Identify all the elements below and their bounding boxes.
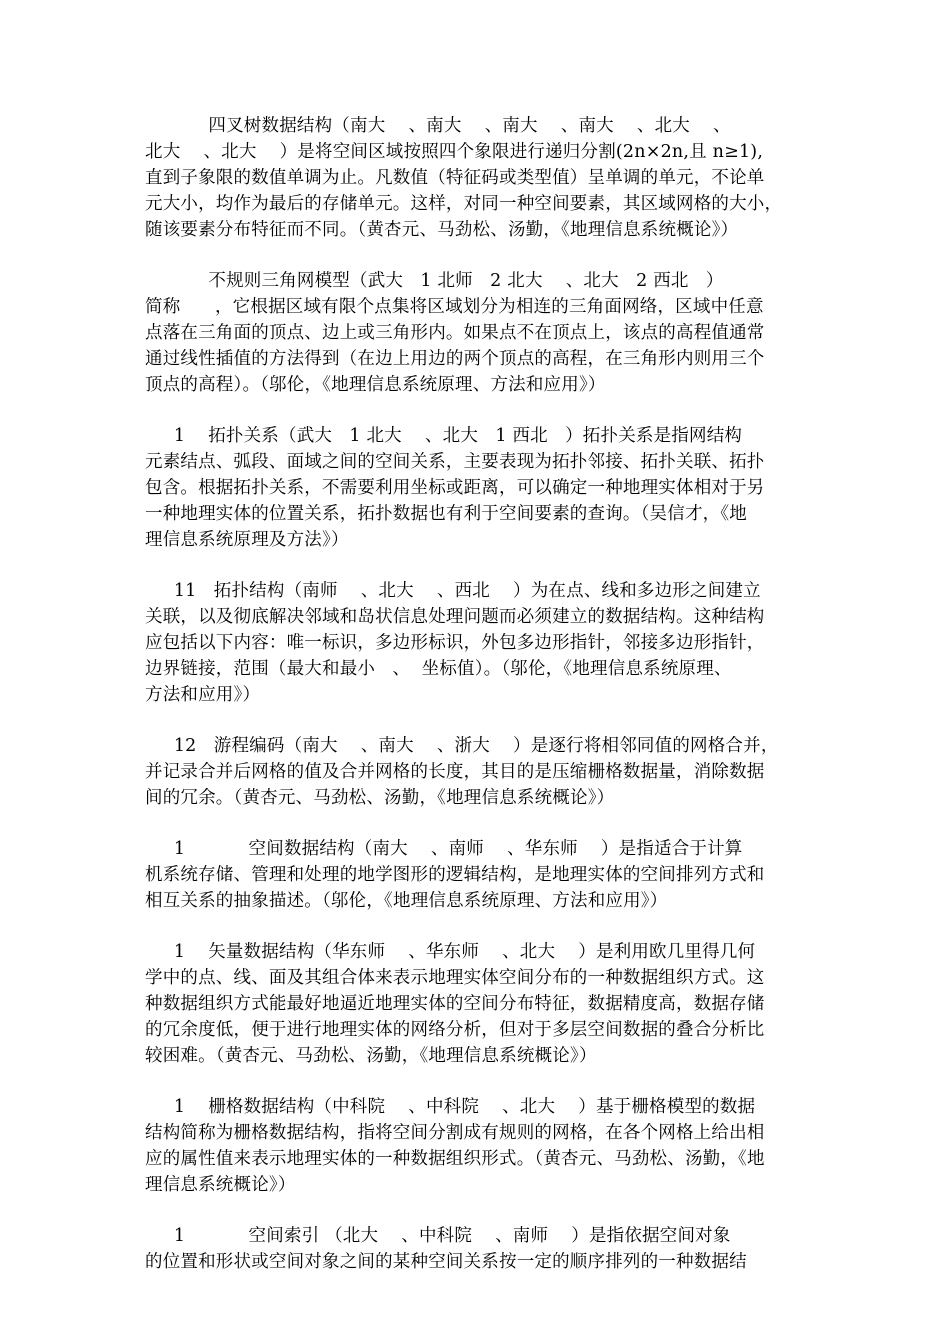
paragraph-topo-structure bbox=[145, 578, 817, 708]
text-line: 方法和应用》） bbox=[145, 685, 261, 705]
text-line: 并记录合并后网格的值及合并网格的长度，其目的是压缩栅格数据量，消除数据 bbox=[145, 762, 765, 782]
text-line: 不规则三角网模型（武大 1 北师 2 北大 、北大 2 西北 ） bbox=[145, 271, 724, 291]
text-line: 1 栅格数据结构（中科院 、中科院 、北大 ）基于栅格模型的数据 bbox=[145, 1097, 756, 1117]
paragraph-quadtree bbox=[145, 113, 817, 243]
text-line: 1 空间索引 （北大 、中科院 、南师 ）是指依据空间对象 bbox=[145, 1226, 731, 1246]
text-line: 1 矢量数据结构（华东师 、华东师 、北大 ）是利用欧几里得几何 bbox=[145, 942, 756, 962]
text-line: 相互关系的抽象描述。（邬伦，《地理信息系统原理、方法和应用》） bbox=[145, 891, 668, 911]
text-line: 北大 、北大 ）是将空间区域按照四个象限进行递归分割(2n×2n,且 n≥1), bbox=[145, 142, 764, 162]
text-line: 简称 ，它根据区域有限个点集将区域划分为相连的三角面网络，区域中任意 bbox=[145, 297, 764, 317]
paragraph-rle bbox=[145, 733, 817, 811]
text-line: 的冗余度低，便于进行地理实体的网络分析，但对于多层空间数据的叠合分析比 bbox=[145, 1020, 765, 1040]
paragraph-tin bbox=[145, 268, 817, 398]
text-line: 结构简称为栅格数据结构，指将空间分割成有规则的网格，在各个网格上给出相 bbox=[145, 1123, 765, 1143]
text-line: 边界链接，范围（最大和最小 、 坐标值）。（邬伦，《地理信息系统原理、 bbox=[145, 659, 732, 679]
text-line: 1 空间数据结构（南大 、南师 、华东师 ）是指适合于计算 bbox=[145, 839, 743, 859]
document-body bbox=[145, 113, 817, 1300]
paragraph-raster bbox=[145, 1094, 817, 1198]
text-line: 关联，以及彻底解决邻域和岛状信息处理问题而必须建立的数据结构。这种结构 bbox=[145, 607, 765, 627]
text-line: 顶点的高程）。（邬伦，《地理信息系统原理、方法和应用》） bbox=[145, 375, 606, 395]
text-line: 较困难。（黄杏元、马劲松、汤勤，《地理信息系统概论》） bbox=[145, 1046, 597, 1066]
text-line: 12 游程编码（南大 、南大 、浙大 ）是逐行将相邻同值的网格合并， bbox=[145, 736, 779, 756]
paragraph-spatial-index bbox=[145, 1223, 817, 1275]
text-line: 直到子象限的数值单调为止。凡数值（特征码或类型值）呈单调的单元，不论单 bbox=[145, 168, 765, 188]
text-line: 机系统存储、管理和处理的地学图形的逻辑结构，是地理实体的空间排列方式和 bbox=[145, 865, 765, 885]
text-line: 包含。根据拓扑关系，不需要利用坐标或距离，可以确定一种地理实体相对于另 bbox=[145, 478, 765, 498]
text-line: 四叉树数据结构（南大 、南大 、南大 、南大 、北大 、 bbox=[145, 116, 731, 136]
text-line: 理信息系统概论》） bbox=[145, 1175, 296, 1195]
paragraph-spatial-data-structure bbox=[145, 836, 817, 914]
text-line: 学中的点、线、面及其组合体来表示地理实体空间分布的一种数据组织方式。这 bbox=[145, 968, 765, 988]
text-line: 点落在三角面的顶点、边上或三角形内。如果点不在顶点上，该点的高程值通常 bbox=[145, 323, 765, 343]
text-line: 元素结点、弧段、面域之间的空间关系，主要表现为拓扑邻接、拓扑关联、拓扑 bbox=[145, 452, 765, 472]
text-line: 随该要素分布特征而不同。（黄杏元、马劲松、汤勤，《地理信息系统概论》） bbox=[145, 220, 739, 240]
text-line: 通过线性插值的方法得到（在边上用边的两个顶点的高程，在三角形内则用三个 bbox=[145, 349, 765, 369]
text-line: 一种地理实体的位置关系，拓扑数据也有利于空间要素的查询。（吴信才，《地 bbox=[145, 504, 747, 524]
text-line: 应的属性值来表示地理实体的一种数据组织形式。（黄杏元、马劲松、汤勤，《地 bbox=[145, 1149, 765, 1169]
text-line: 种数据组织方式能最好地逼近地理实体的空间分布特征，数据精度高，数据存储 bbox=[145, 994, 765, 1014]
text-line: 理信息系统原理及方法》） bbox=[145, 530, 349, 550]
text-line: 11 拓扑结构（南师 、北大 、西北 ）为在点、线和多边形之间建立 bbox=[145, 581, 761, 601]
paragraph-vector bbox=[145, 939, 817, 1069]
text-line: 元大小，均作为最后的存储单元。这样，对同一种空间要素，其区域网格的大小， bbox=[145, 194, 783, 214]
text-line: 的位置和形状或空间对象之间的某种空间关系按一定的顺序排列的一种数据结 bbox=[145, 1252, 747, 1272]
text-line: 应包括以下内容：唯一标识，多边形标识，外包多边形指针，邻接多边形指针， bbox=[145, 633, 765, 653]
text-line: 间的冗余。（黄杏元、马劲松、汤勤，《地理信息系统概论》） bbox=[145, 788, 615, 808]
text-line: 1 拓扑关系（武大 1 北大 、北大 1 西北 ）拓扑关系是指网结构 bbox=[145, 426, 743, 446]
paragraph-topo-relation bbox=[145, 423, 817, 553]
